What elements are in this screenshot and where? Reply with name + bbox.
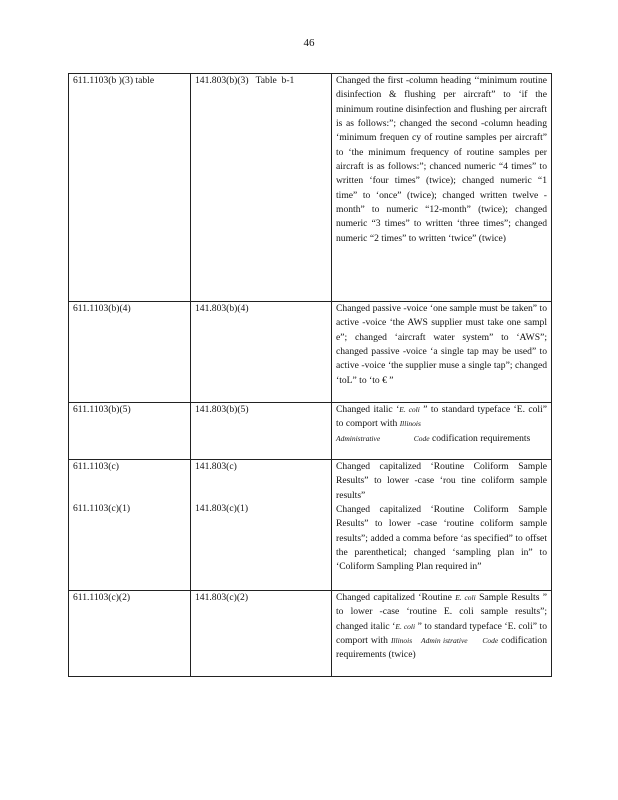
federal-section-label: 141.803(c) bbox=[195, 461, 237, 472]
table-row bbox=[69, 302, 552, 403]
federal-section-label: 141.803(c)(1) bbox=[195, 503, 249, 515]
description-text: ” to standard typeface ‘E. coli” to comport with bbox=[336, 620, 548, 647]
page-number: 46 bbox=[303, 37, 315, 49]
illinois-section-cell: 611.1103(c)(2) bbox=[69, 591, 191, 677]
illinois-section-label: 611.1103(c)(1) bbox=[73, 503, 131, 515]
italic-species-name: E. coli bbox=[399, 405, 420, 414]
federal-section-cell: 141.803(b)(5) bbox=[191, 403, 332, 460]
italic-code-title: Code bbox=[413, 433, 430, 443]
description-text: Sample Results ” to lower -case ‘routine E. coli sample results”; changed italic ‘ bbox=[336, 592, 548, 632]
federal-section-cell: 141.803(b)(4) bbox=[191, 302, 332, 403]
description-text: Changed capitalized ‘Routine Coliform Sample Results” to lower -case ‘routine coliform sample results”; added a comma before ‘as specified” to offset the parenthetical; changed ‘sampling plan in” to ‘Coliform Sampling Plan required in” bbox=[336, 504, 547, 573]
description-text: Changed capitalized ‘Routine bbox=[336, 592, 456, 603]
table-row bbox=[69, 460, 552, 591]
illinois-section-label: 611.1103(c) bbox=[73, 461, 119, 472]
italic-species-name: E. coli bbox=[455, 593, 476, 602]
description-text: Changed italic ‘ bbox=[336, 404, 400, 415]
federal-section-cell bbox=[191, 460, 332, 591]
description-cell: Changed passive -voice ‘one sample must be taken” to active -voice ‘the AWS supplier must take one sampl e”; changed ‘aircraft water system” to ‘AWS”; changed passive -voice ‘a single tap may be used” to active -voice ‘the supplier muse a single tap”; changed ‘toL” to ‘to € ” bbox=[332, 302, 552, 403]
federal-section-cell: 141.803(b)(3) Table b-1 bbox=[191, 74, 332, 302]
italic-code-title: Code bbox=[482, 636, 499, 646]
italic-code-title: Illinois bbox=[399, 419, 421, 429]
italic-code-title: Admin istrative bbox=[421, 636, 468, 646]
table-row bbox=[69, 403, 552, 460]
illinois-section-cell: 611.1103(b )(3) table bbox=[69, 74, 191, 302]
table-row bbox=[69, 591, 552, 677]
derivation-table bbox=[68, 73, 552, 677]
federal-section-cell: 141.803(c)(2) bbox=[191, 591, 332, 677]
description-cell bbox=[332, 591, 552, 677]
description-text: Changed capitalized ‘Routine Coliform Sample Results” to lower -case ‘rou tine coliform sample results” bbox=[336, 461, 547, 501]
italic-code-title: Administrative bbox=[336, 433, 381, 443]
italic-species-name: E. coli bbox=[395, 621, 416, 631]
italic-code-title: Illinois bbox=[390, 636, 413, 646]
table-row bbox=[69, 74, 552, 302]
illinois-section-cell bbox=[69, 460, 191, 591]
description-text: ” to standard typeface ‘E. coli” to comport with bbox=[336, 404, 547, 430]
description-text: codification requirements (twice) bbox=[336, 635, 548, 661]
description-cell: Changed the first -column heading ‘‘minimum routine disinfection & flushing per aircraft” to ‘if the minimum routine disinfection and flushing per aircraft is as follows:”; changed the second -column heading ‘minimum frequen cy of routine samples per aircraft” to ‘the minimum frequency of routine samples per aircraft is as follows:”; chanced numeric “4 times” to written ‘four times” (twice); changed numeric “1 time” to ‘once” (twice); changed written twelve -month” to numeric “12-month” (twice); changed numeric “3 times” to written ‘three times”; changed numeric “2 times” to written ‘twice” (twice) bbox=[332, 74, 552, 302]
description-cell bbox=[332, 403, 552, 460]
illinois-section-cell: 611.1103(b)(4) bbox=[69, 302, 191, 403]
description-text: codification requirements bbox=[429, 432, 531, 444]
illinois-section-cell: 611.1103(b)(5) bbox=[69, 403, 191, 460]
description-cell bbox=[332, 460, 552, 591]
